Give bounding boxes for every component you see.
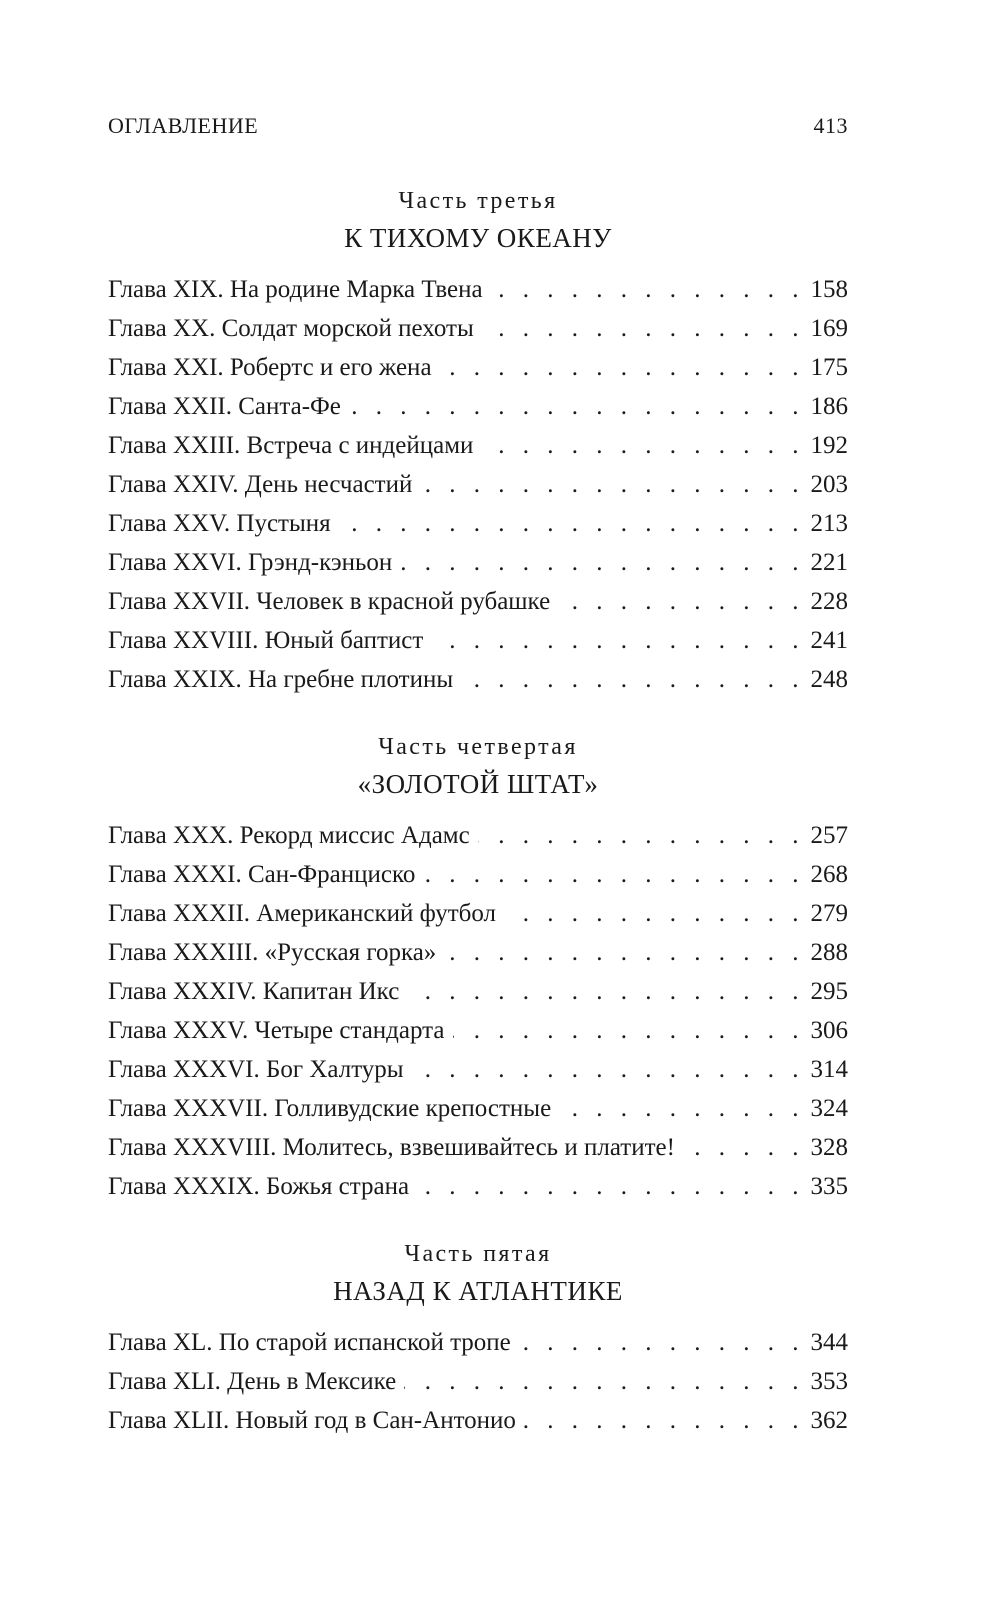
- dot-leader: [461, 660, 804, 699]
- chapter-title: Глава XXXI. Сан-Франциско: [108, 861, 416, 888]
- chapter-page-number: 344: [810, 1329, 848, 1356]
- chapter-title: Глава XX. Солдат морской пехоты: [108, 315, 474, 342]
- chapter-page-number: 186: [810, 393, 848, 420]
- chapter-title: Глава XXXII. Американский футбол: [108, 900, 496, 927]
- chapter-title: Глава XXXIII. «Русская горка»: [108, 939, 437, 966]
- chapter-page-number: 158: [810, 276, 848, 303]
- chapter-title: Глава XXIII. Встреча с индейцами: [108, 432, 474, 459]
- dot-leader: [519, 1323, 805, 1362]
- chapter-page-number: 324: [810, 1095, 848, 1122]
- chapter-page-number: 192: [810, 432, 848, 459]
- dot-leader: [412, 1050, 805, 1089]
- dot-leader: [400, 543, 804, 582]
- chapter-page-number: 241: [810, 627, 848, 654]
- toc-entry: [108, 816, 848, 855]
- dot-leader: [504, 894, 805, 933]
- dot-leader: [339, 504, 805, 543]
- part-five: [108, 1236, 848, 1440]
- dot-leader: [482, 309, 805, 348]
- chapter-page-number: 228: [810, 588, 848, 615]
- chapter-title: Глава XXII. Санта-Фе: [108, 393, 341, 420]
- chapter-page-number: 268: [810, 861, 848, 888]
- toc-entry: [108, 387, 848, 426]
- chapter-page-number: 175: [810, 354, 848, 381]
- chapter-page-number: 279: [810, 900, 848, 927]
- part-label: Часть пятая: [404, 1241, 552, 1267]
- table-of-contents: [108, 183, 848, 1470]
- running-head-title: ОГЛАВЛЕНИЕ: [108, 113, 259, 138]
- chapter-page-number: 295: [810, 978, 848, 1005]
- dot-leader: [404, 1362, 804, 1401]
- toc-entry: [108, 1089, 848, 1128]
- chapter-page-number: 169: [810, 315, 848, 342]
- part-title: НАЗАД К АТЛАНТИКЕ: [333, 1276, 623, 1306]
- chapter-title: Глава XXXIV. Капитан Икс: [108, 978, 400, 1005]
- toc-entry: [108, 1128, 848, 1167]
- part-title: К ТИХОМУ ОКЕАНУ: [344, 223, 612, 253]
- chapter-title: Глава XXXVI. Бог Халтуры: [108, 1056, 404, 1083]
- toc-entry: [108, 1401, 848, 1440]
- chapter-title: Глава XXV. Пустыня: [108, 510, 331, 537]
- chapter-page-number: 221: [810, 549, 848, 576]
- chapter-page-number: 328: [810, 1134, 848, 1161]
- toc-entry: [108, 855, 848, 894]
- chapter-page-number: 353: [810, 1368, 848, 1395]
- part-label: Часть третья: [398, 188, 558, 214]
- part-title: «ЗОЛОТОЙ ШТАТ»: [357, 769, 599, 799]
- chapter-page-number: 257: [810, 822, 848, 849]
- part-label: Часть четвертая: [378, 734, 578, 760]
- running-head: [108, 113, 848, 139]
- chapter-page-number: 288: [810, 939, 848, 966]
- dot-leader: [423, 855, 804, 894]
- chapter-title: Глава XXIX. На гребне плотины: [108, 666, 454, 693]
- dot-leader: [491, 270, 805, 309]
- toc-entry: [108, 894, 848, 933]
- toc-entry: [108, 504, 848, 543]
- chapter-title: Глава XXVII. Человек в красной рубашке: [108, 588, 551, 615]
- chapter-title: Глава XXX. Рекорд миссис Адамс: [108, 822, 470, 849]
- dot-leader: [431, 621, 804, 660]
- chapter-page-number: 213: [810, 510, 848, 537]
- page-number: 413: [813, 113, 848, 138]
- dot-leader: [407, 972, 804, 1011]
- toc-entry: [108, 1050, 848, 1089]
- chapter-title: Глава XIX. На родине Марка Твена: [108, 276, 483, 303]
- toc-entry: [108, 465, 848, 504]
- toc-entry: [108, 543, 848, 582]
- dot-leader: [453, 1011, 805, 1050]
- toc-entry: [108, 1362, 848, 1401]
- chapter-list: [108, 1323, 848, 1440]
- chapter-title: Глава XXXVIII. Молитесь, взвешивайтесь и платите!: [108, 1134, 675, 1161]
- chapter-page-number: 314: [810, 1056, 848, 1083]
- part-three: [108, 183, 848, 699]
- toc-entry: [108, 972, 848, 1011]
- chapter-title: Глава XXI. Робертс и его жена: [108, 354, 432, 381]
- chapter-page-number: 362: [810, 1407, 848, 1434]
- toc-entry: [108, 426, 848, 465]
- chapter-list: [108, 270, 848, 699]
- toc-entry: [108, 621, 848, 660]
- dot-leader: [417, 1167, 804, 1206]
- dot-leader: [558, 582, 804, 621]
- dot-leader: [444, 933, 804, 972]
- dot-leader: [440, 348, 805, 387]
- toc-entry: [108, 1167, 848, 1206]
- toc-entry: [108, 270, 848, 309]
- chapter-title: Глава XXXIX. Божья страна: [108, 1173, 410, 1200]
- chapter-list: [108, 816, 848, 1206]
- chapter-title: Глава XXXVII. Голливудские крепостные: [108, 1095, 552, 1122]
- chapter-title: Глава XXIV. День несчастий: [108, 471, 413, 498]
- dot-leader: [524, 1401, 805, 1440]
- toc-entry: [108, 582, 848, 621]
- dot-leader: [420, 465, 804, 504]
- chapter-page-number: 248: [810, 666, 848, 693]
- chapter-title: Глава XXVI. Грэнд-кэньон: [108, 549, 393, 576]
- dot-leader: [481, 426, 804, 465]
- chapter-page-number: 203: [810, 471, 848, 498]
- part-four: [108, 729, 848, 1206]
- chapter-title: Глава XL. По старой испанской тропе: [108, 1329, 511, 1356]
- dot-leader: [349, 387, 805, 426]
- chapter-title: Глава XXXV. Четыре стандарта: [108, 1017, 445, 1044]
- toc-entry: [108, 309, 848, 348]
- chapter-page-number: 306: [810, 1017, 848, 1044]
- chapter-title: Глава XLII. Новый год в Сан-Антонио: [108, 1407, 516, 1434]
- dot-leader: [683, 1128, 805, 1167]
- toc-entry: [108, 1011, 848, 1050]
- chapter-title: Глава XXVIII. Юный баптист: [108, 627, 424, 654]
- toc-entry: [108, 1323, 848, 1362]
- dot-leader: [478, 816, 805, 855]
- toc-entry: [108, 348, 848, 387]
- toc-entry: [108, 933, 848, 972]
- chapter-page-number: 335: [810, 1173, 848, 1200]
- dot-leader: [559, 1089, 804, 1128]
- chapter-title: Глава XLI. День в Мексике: [108, 1368, 397, 1395]
- toc-entry: [108, 660, 848, 699]
